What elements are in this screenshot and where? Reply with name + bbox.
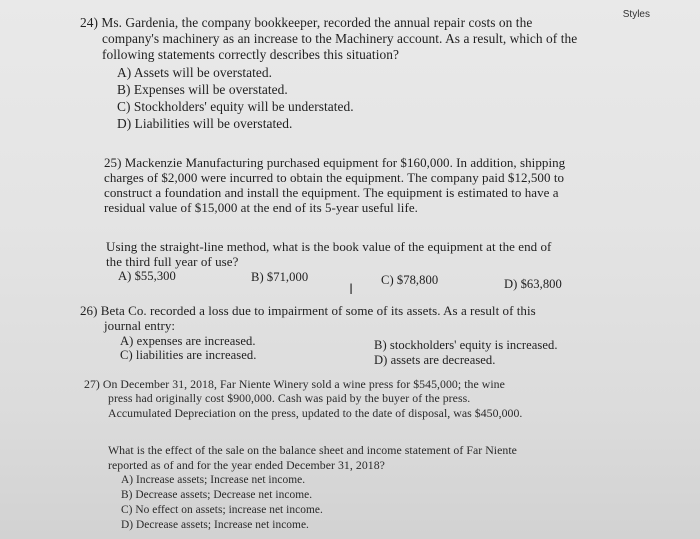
q25-question-line-1: Using the straight-line method, what is the book value of the equipment at the end of — [106, 239, 552, 254]
q27-option-d: D) Decrease assets; Increase net income. — [121, 519, 309, 531]
q25-line-4: residual value of $15,000 at the end of its 5-year useful life. — [104, 200, 418, 215]
q24-line-1: 24) Ms. Gardenia, the company bookkeeper, recorded the annual repair costs on the — [80, 15, 533, 30]
q26-option-d: D) assets are decreased. — [374, 353, 496, 367]
q27-option-a: A) Increase assets; Increase net income. — [121, 474, 306, 486]
q27-option-b: B) Decrease assets; Decrease net income. — [121, 489, 313, 501]
q26-line-1: 26) Beta Co. recorded a loss due to impairment of some of its assets. As a result of this — [80, 303, 536, 318]
q24-line-2: company's machinery as an increase to the Machinery account. As a result, which of the — [102, 31, 578, 46]
q25-line-2: charges of $2,000 were incurred to obtain the equipment. The company paid $12,500 to — [104, 170, 565, 185]
q25-option-d: D) $63,800 — [504, 277, 562, 291]
q27-option-c: C) No effect on assets; increase net income. — [121, 504, 323, 516]
q27-line-3: Accumulated Depreciation on the press, updated to the date of disposal, was $450,000. — [108, 406, 523, 420]
q24-line-3: following statements correctly describes this situation? — [102, 47, 399, 62]
q24-option-a: A) Assets will be overstated. — [117, 65, 273, 80]
q25-option-c: C) $78,800 — [381, 273, 439, 287]
q24-option-d: D) Liabilities will be overstated. — [117, 116, 293, 131]
q27-question-line-1: What is the effect of the sale on the balance sheet and income statement of Far Niente — [108, 443, 517, 457]
q24-option-b: B) Expenses will be overstated. — [117, 82, 288, 97]
q27-line-2: press had originally cost $900,000. Cash was paid by the buyer of the press. — [108, 391, 471, 405]
q26-option-a: A) expenses are increased. — [120, 334, 256, 348]
q27-question-line-2: reported as of and for the year ended December 31, 2018? — [108, 458, 385, 472]
q25-line-1: 25) Mackenzie Manufacturing purchased equipment for $160,000. In addition, shipping — [104, 155, 566, 170]
q27-line-1: 27) On December 31, 2018, Far Niente Winery sold a wine press for $545,000; the wine — [84, 377, 505, 391]
q25-option-b: B) $71,000 — [251, 270, 309, 284]
q25-line-3: construct a foundation and install the equipment. The equipment is estimated to have a — [104, 185, 559, 200]
text-cursor-icon: I — [349, 282, 354, 298]
q25-option-a: A) $55,300 — [118, 269, 176, 283]
q26-line-2: journal entry: — [104, 318, 176, 333]
q25-question-line-2: the third full year of use? — [106, 254, 239, 269]
q26-option-c: C) liabilities are increased. — [120, 348, 257, 362]
styles-label[interactable]: Styles — [622, 9, 650, 20]
q24-option-c: C) Stockholders' equity will be understated. — [117, 99, 354, 114]
q26-option-b: B) stockholders' equity is increased. — [374, 338, 558, 352]
